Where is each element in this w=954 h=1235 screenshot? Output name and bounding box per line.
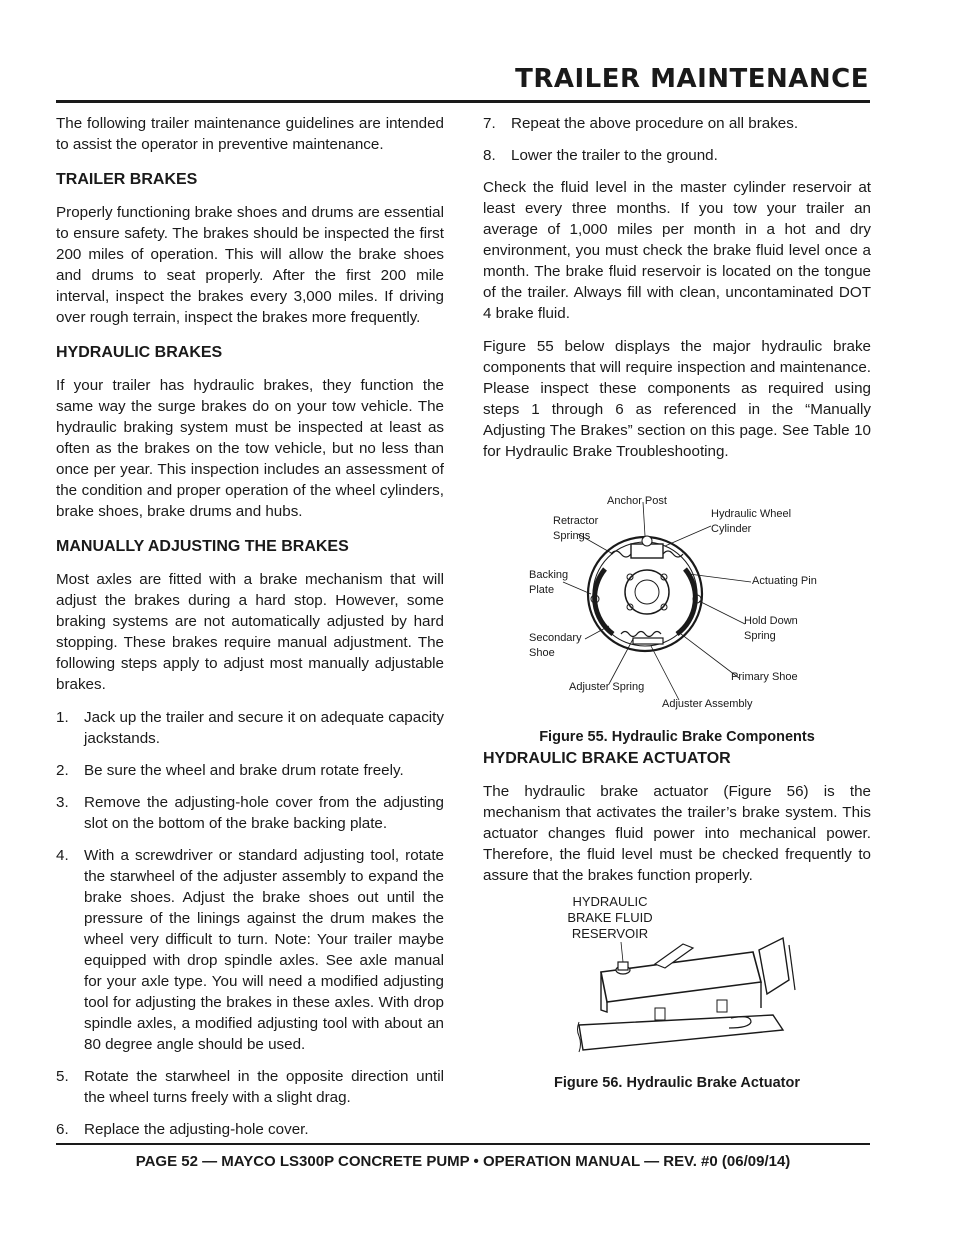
step-text: Repeat the above procedure on all brakes.: [511, 115, 799, 132]
label-backing-line2: Plate: [529, 584, 555, 596]
page-title: TRAILER MAINTENANCE: [515, 64, 869, 94]
adjust-steps-list: [56, 707, 444, 1140]
list-item: [56, 1066, 444, 1108]
step-text: Remove the adjusting-hole cover from the adjusting slot on the bottom of the brake backing plate.: [84, 794, 444, 832]
step-number: 3.: [56, 794, 69, 811]
list-item: [56, 707, 444, 749]
label-adjuster-spring: Adjuster Spring: [569, 681, 645, 693]
figure-55-caption: Figure 55. Hydraulic Brake Components: [539, 729, 815, 745]
step-text: Replace the adjusting-hole cover.: [84, 1121, 309, 1138]
step-text: Jack up the trailer and secure it on adequate capacity jackstands.: [84, 709, 444, 747]
list-item: [56, 845, 444, 1055]
actuator-paragraph: The hydraulic brake actuator (Figure 56) is the mechanism that activates the trailer’s brake system. This actuator changes fluid power into mechanical power. Therefore, the fluid level must be checked frequently to assure that the brakes function properly.: [483, 783, 871, 884]
list-item: [483, 113, 871, 134]
hydraulic-brakes-paragraph: If your trailer has hydraulic brakes, they function the same way the surge brakes do on your tow vehicle. The hydraulic braking system must be inspected at least as often as the brakes on the tow vehicle, but no less than once per year. This inspection includes an assessment of the condition and proper operation of the wheel cylinders, brake shoes, brake drums and hubs.: [56, 377, 444, 520]
step-text: Lower the trailer to the ground.: [511, 147, 718, 164]
left-column: [56, 113, 444, 1151]
step-number: 4.: [56, 847, 69, 864]
label-actuating-pin: Actuating Pin: [752, 575, 817, 587]
hydraulic-brakes-heading: HYDRAULIC BRAKES: [56, 344, 223, 361]
step-number: 2.: [56, 762, 69, 779]
adjust-steps-list-continued: [483, 113, 871, 166]
label-wheel-cylinder-line1: Hydraulic Wheel: [711, 508, 792, 520]
figure-55: [483, 474, 871, 744]
label-backing-line1: Backing: [529, 569, 569, 581]
manual-adjust-heading: MANUALLY ADJUSTING THE BRAKES: [56, 538, 349, 555]
label-hold-down-line1: Hold Down: [744, 615, 798, 627]
figure-55-intro: Figure 55 below displays the major hydraulic brake components that will require inspection and maintenance. Please inspect these components as required using steps 1 through 6 as referenced in the “Manually Adjusting The Brakes” section on this page. See Table 10 for Hydraulic Brake Troubleshooting.: [483, 338, 871, 460]
figure-56: [483, 890, 871, 1094]
list-item: [483, 145, 871, 166]
step-number: 7.: [483, 115, 496, 132]
label-retractor-line1: Retractor: [553, 515, 599, 527]
step-number: 5.: [56, 1068, 69, 1085]
step-text: Be sure the wheel and brake drum rotate freely.: [84, 762, 404, 779]
manual-adjust-paragraph: Most axles are fitted with a brake mechanism that will adjust the brakes during a hard stop. However, some braking systems are not automatically adjusted by hard stopping. These brakes require manual adjustment. The following steps apply to adjust most manually adjustable brakes.: [56, 571, 444, 693]
step-text: Rotate the starwheel in the opposite direction until the wheel turns freely with a slight drag.: [84, 1068, 444, 1106]
page-footer: PAGE 52 — MAYCO LS300P CONCRETE PUMP • OPERATION MANUAL — REV. #0 (06/09/14): [135, 1153, 791, 1170]
label-secondary-line2: Shoe: [529, 647, 555, 659]
step-number: 1.: [56, 709, 69, 726]
fluid-check-paragraph: Check the fluid level in the master cylinder reservoir at least every three months. If you tow your trailer an average of 1,000 miles per month in a hot and dry environment, you must check the brake fluid level once a month. The brake fluid reservoir is located on the tongue of the trailer. Always fill with clean, uncontaminated DOT 4 brake fluid.: [483, 179, 871, 322]
label-retractor-line2: Springs: [553, 530, 591, 542]
step-number: 8.: [483, 147, 496, 164]
label-reservoir-line3: RESERVOIR: [571, 926, 649, 941]
brake-components-diagram: [483, 474, 871, 712]
trailer-brakes-paragraph: Properly functioning brake shoes and drums are essential to ensure safety. The brakes should be inspected the first 200 miles of operation. This will allow the brake shoes and drums to seat properly. After the first 200 mile interval, inspect the brakes every 3,000 miles. If driving over rough terrain, inspect the brakes more frequently.: [56, 204, 444, 326]
label-primary-shoe: Primary Shoe: [731, 671, 798, 683]
actuator-diagram: [483, 890, 871, 1062]
label-reservoir-line2: BRAKE FLUID: [567, 910, 653, 925]
label-wheel-cylinder-line2: Cylinder: [711, 523, 752, 535]
label-anchor-post: Anchor Post: [607, 495, 667, 507]
label-secondary-line1: Secondary: [529, 632, 582, 644]
list-item: [56, 1119, 444, 1140]
right-column: [483, 113, 871, 1094]
actuator-heading: HYDRAULIC BRAKE ACTUATOR: [483, 750, 731, 767]
label-hold-down-line2: Spring: [744, 630, 776, 642]
step-text: With a screwdriver or standard adjusting tool, rotate the starwheel of the adjuster assembly to expand the brake shoes. Adjust the brake shoes out until the pressure of the linings against the drum makes the wheel very difficult to turn. Note: Your trailer maybe equipped with drop spindle axles. See axle manual for your axle type. You will need a modified adjusting tool for adjusting the brakes in these axles. With drop spindle axles, a modified adjusting tool with about an 80 degree angle should be used.: [84, 847, 444, 1053]
list-item: [56, 760, 444, 781]
label-reservoir-line1: HYDRAULIC: [572, 894, 648, 909]
header-rule: [56, 100, 870, 103]
intro-paragraph: The following trailer maintenance guidelines are intended to assist the operator in preventive maintenance.: [56, 115, 444, 153]
figure-56-caption: Figure 56. Hydraulic Brake Actuator: [553, 1075, 801, 1091]
label-adjuster-assembly: Adjuster Assembly: [662, 698, 753, 710]
footer-rule: [56, 1143, 870, 1145]
trailer-brakes-heading: TRAILER BRAKES: [56, 171, 198, 188]
list-item: [56, 792, 444, 834]
step-number: 6.: [56, 1121, 69, 1138]
